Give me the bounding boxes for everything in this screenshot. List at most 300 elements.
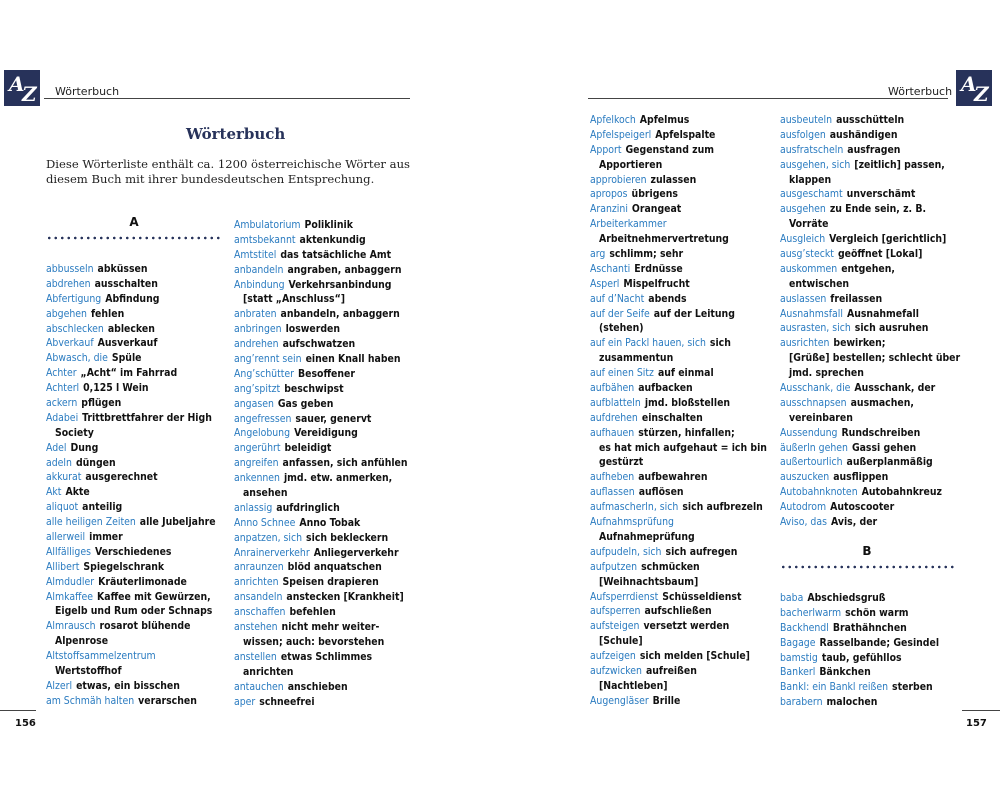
- entry-translation: Besoffener: [298, 367, 355, 380]
- entry-translation: aufbacken: [638, 382, 693, 395]
- entry-translation: Anno Tobak: [299, 516, 361, 529]
- glossary-entry: [590, 187, 776, 202]
- entry-translation: Kräuterlimonade: [98, 575, 187, 588]
- entry-term: barabern: [780, 696, 823, 709]
- glossary-entry: [234, 426, 414, 441]
- running-header-left: Wörterbuch: [55, 85, 120, 98]
- glossary-entry: [780, 485, 966, 500]
- glossary-entry: [780, 202, 966, 217]
- entry-translation: Gassi gehen: [851, 441, 917, 454]
- entry-term: ausgehen, sich: [780, 158, 851, 171]
- glossary-entry: [590, 664, 776, 679]
- entry-translation: etwas, ein bisschen: [76, 679, 180, 692]
- glossary-entry: [234, 501, 414, 516]
- entry-translation: Brathähnchen: [832, 621, 907, 634]
- entry-translation: Trittbrettfahrer der High: [82, 411, 212, 424]
- entry-term: auszucken: [780, 471, 830, 484]
- entry-translation: taub, gefühllos: [821, 651, 902, 664]
- entry-translation: Vorräte: [789, 218, 829, 231]
- glossary-entry-continuation: [590, 679, 776, 694]
- entry-translation: [Grüße] bestellen; schlecht über: [789, 352, 961, 365]
- glossary-entry: [46, 307, 226, 322]
- glossary-entry: [46, 470, 226, 485]
- entry-translation: sich ausruhen: [854, 322, 929, 335]
- entry-translation: Bänkchen: [819, 666, 871, 679]
- glossary-entry: [780, 606, 966, 621]
- glossary-entry: [234, 546, 414, 561]
- glossary-entry: [46, 277, 226, 292]
- glossary-column-3: [590, 113, 776, 709]
- entry-translation: Vereidigung: [294, 427, 358, 440]
- glossary-entry-continuation: [46, 426, 226, 441]
- glossary-entry: [780, 621, 966, 636]
- glossary-entry: [590, 247, 776, 262]
- entry-term: Aviso, das: [780, 516, 827, 529]
- glossary-entry-continuation: [590, 351, 776, 366]
- entry-translation: Gas geben: [277, 397, 334, 410]
- entry-translation: blöd anquatschen: [287, 561, 382, 574]
- glossary-entry-continuation: [234, 486, 414, 501]
- entry-term: Ausschank, die: [780, 382, 851, 395]
- letter-heading-b: B: [862, 544, 872, 558]
- entry-translation: zulassen: [650, 173, 697, 186]
- entry-term: abdrehen: [46, 277, 91, 290]
- entry-translation: Wertstoffhof: [55, 665, 122, 678]
- entry-translation: zu Ende sein, z. B.: [829, 203, 926, 216]
- glossary-entry: [590, 217, 776, 232]
- entry-translation: Ausnahmefall: [846, 307, 919, 320]
- glossary-entry-continuation: [590, 158, 776, 173]
- glossary-entry: [780, 636, 966, 651]
- dotted-divider-a: [46, 236, 222, 240]
- entry-term: Bankl: ein Bankl reißen: [780, 681, 889, 694]
- glossary-entry: [780, 307, 966, 322]
- entry-translation: ansehen: [243, 487, 288, 500]
- glossary-entry-continuation: [780, 411, 966, 426]
- glossary-entry: [46, 649, 226, 664]
- entry-translation: aufschwatzen: [282, 338, 356, 351]
- entry-translation: Dung: [70, 441, 99, 454]
- entry-translation: Spiegelschrank: [83, 560, 165, 573]
- entry-translation: ausfragen: [847, 143, 901, 156]
- entry-term: Adabei: [46, 411, 79, 424]
- entry-translation: ausschütteln: [836, 114, 905, 126]
- glossary-entry-continuation: [590, 232, 776, 247]
- glossary-entry: [780, 470, 966, 485]
- glossary-entry-continuation: [780, 173, 966, 188]
- entry-term: Apport: [590, 143, 622, 156]
- entry-term: aufmascherln, sich: [590, 501, 679, 514]
- glossary-entry: [234, 233, 414, 248]
- entry-term: Altstoffsammelzentrum: [46, 650, 156, 663]
- glossary-column-1: [46, 262, 226, 709]
- glossary-entry: [780, 441, 966, 456]
- entry-term: ang’rennt sein: [234, 353, 302, 366]
- entry-term: Arbeiterkammer: [590, 218, 667, 231]
- glossary-entry: [46, 262, 226, 277]
- entry-translation: fehlen: [90, 307, 125, 320]
- entry-term: aufzeigen: [590, 650, 636, 663]
- entry-translation: [Nachtleben]: [599, 679, 668, 692]
- entry-term: Akt: [46, 486, 62, 499]
- glossary-entry-continuation: [780, 217, 966, 232]
- entry-term: Apfelkoch: [590, 114, 636, 126]
- glossary-entry: [590, 262, 776, 277]
- glossary-entry: [780, 128, 966, 143]
- letter-heading-a: A: [129, 215, 139, 229]
- entry-term: ausschnapsen: [780, 396, 847, 409]
- entry-term: alle heiligen Zeiten: [46, 516, 136, 529]
- glossary-entry-continuation: [234, 665, 414, 680]
- entry-term: aufbähen: [590, 382, 635, 395]
- entry-translation: entgehen,: [841, 262, 895, 275]
- entry-term: aufblatteln: [590, 396, 641, 409]
- entry-term: Almkaffee: [46, 590, 94, 603]
- entry-translation: auf der Leitung: [653, 307, 735, 320]
- az-logo-z-right: Z: [974, 82, 989, 106]
- entry-translation: pflügen: [81, 397, 122, 410]
- entry-translation: verarschen: [138, 694, 197, 707]
- entry-term: bacherlwarm: [780, 606, 842, 619]
- entry-translation: Anliegerverkehr: [313, 546, 399, 559]
- entry-translation: „Acht“ im Fahrrad: [80, 367, 178, 380]
- entry-translation: (stehen): [599, 322, 644, 335]
- entry-translation: zusammentun: [599, 352, 674, 365]
- entry-translation: rosarot blühende: [99, 620, 191, 633]
- entry-translation: stürzen, hinfallen;: [638, 426, 735, 439]
- entry-term: ausrasten, sich: [780, 322, 851, 335]
- glossary-entry: [780, 158, 966, 173]
- entry-translation: sich bekleckern: [306, 531, 389, 544]
- glossary-entry: [46, 456, 226, 471]
- glossary-entry: [590, 277, 776, 292]
- entry-term: Ausnahmsfall: [780, 307, 843, 320]
- glossary-entry: [780, 651, 966, 666]
- dotted-divider-b: [780, 565, 954, 569]
- running-header-right: Wörterbuch: [888, 85, 953, 98]
- glossary-entry: [234, 397, 414, 412]
- glossary-entry: [46, 545, 226, 560]
- entry-term: Autodrom: [780, 501, 827, 514]
- entry-term: baba: [780, 592, 804, 604]
- az-logo-z: Z: [22, 82, 37, 106]
- footer-rule-left: [0, 710, 36, 711]
- entry-translation: Apfelmus: [639, 114, 690, 126]
- glossary-entry: [780, 665, 966, 680]
- glossary-entry: [234, 471, 414, 486]
- glossary-entry: [590, 515, 776, 530]
- entry-term: auslassen: [780, 292, 827, 305]
- glossary-entry: [234, 218, 414, 233]
- entry-translation: einschalten: [641, 411, 703, 424]
- entry-translation: jmd. bloßstellen: [644, 396, 731, 409]
- entry-translation: aufreißen: [645, 664, 697, 677]
- glossary-entry: [780, 680, 966, 695]
- entry-term: anrichten: [234, 576, 279, 589]
- entry-translation: sauer, genervt: [295, 412, 372, 425]
- glossary-entry: [590, 604, 776, 619]
- glossary-entry: [780, 455, 966, 470]
- entry-term: Alzerl: [46, 679, 73, 692]
- entry-translation: [statt „Anschluss“]: [243, 293, 346, 306]
- glossary-entry-continuation: [46, 634, 226, 649]
- glossary-entry: [780, 381, 966, 396]
- entry-translation: Vergleich [gerichtlich]: [829, 233, 947, 246]
- entry-term: ausgehen: [780, 203, 826, 216]
- entry-term: ang’spitzt: [234, 382, 281, 395]
- entry-translation: ausflippen: [833, 471, 889, 484]
- entry-term: Almrausch: [46, 620, 96, 633]
- entry-translation: das tatsächliche Amt: [280, 248, 392, 261]
- entry-term: Ausgleich: [780, 233, 826, 246]
- entry-translation: Society: [55, 426, 94, 439]
- entry-translation: aufdringlich: [276, 501, 340, 514]
- entry-translation: außerplanmäßig: [846, 456, 933, 469]
- entry-translation: abends: [648, 292, 687, 305]
- entry-translation: Kaffee mit Gewürzen,: [97, 590, 211, 603]
- glossary-entry: [46, 515, 226, 530]
- entry-term: Aranzini: [590, 203, 628, 216]
- glossary-entry: [590, 336, 776, 351]
- entry-term: Adel: [46, 441, 67, 454]
- page-number-right: 157: [966, 718, 987, 729]
- glossary-entry: [46, 396, 226, 411]
- entry-term: Allibert: [46, 560, 80, 573]
- entry-term: Backhendl: [780, 621, 829, 634]
- glossary-entry: [46, 500, 226, 515]
- entry-term: adeln: [46, 456, 72, 469]
- entry-translation: Apfelspalte: [655, 128, 716, 141]
- glossary-entry-continuation: [590, 575, 776, 590]
- glossary-entry-continuation: [590, 455, 776, 470]
- entry-term: Bagage: [780, 636, 816, 649]
- entry-translation: Abschiedsgruß: [807, 592, 886, 604]
- page-title: Wörterbuch: [186, 125, 286, 143]
- glossary-entry: [46, 336, 226, 351]
- footer-rule-right: [962, 710, 1000, 711]
- glossary-column-2: [234, 218, 414, 709]
- glossary-entry: [234, 307, 414, 322]
- entry-term: Ambulatorium: [234, 219, 301, 231]
- entry-translation: anrichten: [243, 665, 294, 678]
- entry-translation: alle Jubeljahre: [139, 516, 216, 529]
- glossary-entry: [234, 337, 414, 352]
- entry-term: Autobahnknoten: [780, 486, 858, 499]
- entry-translation: düngen: [75, 456, 116, 469]
- entry-term: anpatzen, sich: [234, 531, 303, 544]
- glossary-entry: [590, 485, 776, 500]
- entry-term: ausbeuteln: [780, 114, 833, 126]
- glossary-entry: [590, 411, 776, 426]
- entry-term: anraunzen: [234, 561, 284, 574]
- az-logo-a: A: [9, 72, 25, 96]
- entry-translation: versetzt werden: [643, 620, 730, 633]
- glossary-entry: [780, 247, 966, 262]
- entry-translation: ausgerechnet: [85, 471, 158, 484]
- glossary-entry: [234, 575, 414, 590]
- entry-translation: Spüle: [111, 352, 142, 365]
- entry-term: aufpudeln, sich: [590, 545, 662, 558]
- entry-term: Aschanti: [590, 262, 631, 275]
- entry-term: Aufnahmsprüfung: [590, 516, 674, 529]
- entry-term: allerweil: [46, 531, 86, 544]
- entry-translation: 0,125 l Wein: [83, 382, 149, 395]
- glossary-entry: [590, 292, 776, 307]
- entry-term: Abfertigung: [46, 292, 102, 305]
- entry-translation: immer: [89, 531, 123, 544]
- entry-term: akkurat: [46, 471, 82, 484]
- entry-translation: Erdnüsse: [634, 262, 683, 275]
- entry-translation: Akte: [65, 486, 90, 499]
- entry-term: aper: [234, 695, 256, 708]
- entry-translation: klappen: [789, 173, 832, 186]
- entry-translation: freilassen: [830, 292, 883, 305]
- entry-translation: aufbewahren: [638, 471, 708, 484]
- entry-term: Amtstitel: [234, 248, 277, 261]
- glossary-entry: [780, 232, 966, 247]
- entry-term: bamstig: [780, 651, 818, 664]
- entry-translation: sterben: [892, 681, 933, 694]
- glossary-entry: [234, 412, 414, 427]
- entry-term: Anbindung: [234, 278, 285, 291]
- entry-term: am Schmäh halten: [46, 694, 135, 707]
- entry-translation: anschieben: [287, 680, 348, 693]
- glossary-entry: [590, 470, 776, 485]
- entry-term: auf einen Sitz: [590, 367, 654, 380]
- glossary-entry: [234, 590, 414, 605]
- entry-term: ackern: [46, 397, 78, 410]
- entry-term: Achterl: [46, 382, 80, 395]
- glossary-entry: [590, 545, 776, 560]
- entry-term: äußerln gehen: [780, 441, 848, 454]
- entry-term: abbusseln: [46, 263, 94, 275]
- entry-term: anstellen: [234, 650, 277, 663]
- entry-translation: beleidigt: [284, 442, 332, 455]
- glossary-entry: [590, 619, 776, 634]
- glossary-entry: [780, 336, 966, 351]
- glossary-entry: [780, 262, 966, 277]
- entry-translation: [Weihnachtsbaum]: [599, 575, 699, 588]
- entry-translation: schön warm: [845, 606, 909, 619]
- glossary-entry: [46, 694, 226, 709]
- entry-translation: anstecken [Krankheit]: [286, 591, 404, 604]
- entry-term: andrehen: [234, 338, 279, 351]
- entry-translation: Avis, der: [830, 516, 878, 529]
- glossary-entry: [590, 649, 776, 664]
- entry-term: angefressen: [234, 412, 292, 425]
- entry-term: anbringen: [234, 323, 282, 336]
- entry-translation: Schüsseldienst: [662, 590, 742, 603]
- glossary-entry: [234, 456, 414, 471]
- glossary-entry: [46, 530, 226, 545]
- glossary-entry: [780, 187, 966, 202]
- entry-term: ausg’steckt: [780, 248, 834, 261]
- entry-term: auflassen: [590, 486, 635, 499]
- entry-translation: Autobahnkreuz: [861, 486, 942, 499]
- entry-translation: vereinbaren: [789, 411, 853, 424]
- entry-term: aliquot: [46, 501, 79, 514]
- entry-translation: Orangeat: [631, 203, 682, 216]
- glossary-entry-continuation: [234, 635, 414, 650]
- entry-term: anlassig: [234, 501, 273, 514]
- entry-term: antauchen: [234, 680, 284, 693]
- glossary-entry: [780, 695, 966, 710]
- glossary-entry-continuation: [590, 634, 776, 649]
- entry-translation: Autoscooter: [830, 501, 895, 514]
- entry-term: Augengläser: [590, 694, 649, 707]
- entry-term: aufhauen: [590, 426, 635, 439]
- glossary-entry: [46, 590, 226, 605]
- entry-translation: malochen: [826, 696, 878, 709]
- entry-translation: aufschließen: [644, 605, 712, 618]
- glossary-entry-continuation: [590, 441, 776, 456]
- entry-term: angerührt: [234, 442, 281, 455]
- entry-term: abschlecken: [46, 322, 104, 335]
- entry-translation: Aufnahmeprüfung: [599, 530, 695, 543]
- entry-translation: Abfindung: [105, 292, 160, 305]
- entry-term: aufsperren: [590, 605, 641, 618]
- glossary-entry: [590, 143, 776, 158]
- glossary-entry: [590, 128, 776, 143]
- entry-translation: etwas Schlimmes: [280, 650, 373, 663]
- glossary-entry: [46, 381, 226, 396]
- entry-translation: schmücken: [641, 560, 700, 573]
- entry-translation: anteilig: [82, 501, 123, 514]
- entry-translation: Speisen drapieren: [282, 576, 379, 589]
- glossary-entry: [590, 694, 776, 709]
- entry-term: Apfelspeigerl: [590, 128, 652, 141]
- entry-term: abgehen: [46, 307, 87, 320]
- entry-translation: beschwipst: [284, 382, 344, 395]
- glossary-entry: [590, 500, 776, 515]
- entry-translation: auf einmal: [657, 367, 714, 380]
- entry-term: Anrainerverkehr: [234, 546, 310, 559]
- entry-term: Asperl: [590, 277, 620, 290]
- glossary-entry: [46, 619, 226, 634]
- glossary-entry: [590, 381, 776, 396]
- glossary-entry: [590, 113, 776, 128]
- glossary-entry: [46, 485, 226, 500]
- entry-term: amtsbekannt: [234, 233, 296, 246]
- glossary-entry: [590, 560, 776, 575]
- entry-translation: Brille: [652, 694, 681, 707]
- glossary-entry-continuation: [234, 292, 414, 307]
- entry-translation: Ausschank, der: [854, 382, 936, 395]
- entry-term: Aussendung: [780, 426, 838, 439]
- entry-translation: Alpenrose: [55, 635, 109, 648]
- az-logo-icon-right: [956, 70, 992, 106]
- glossary-entry: [590, 173, 776, 188]
- glossary-entry: [234, 650, 414, 665]
- intro-paragraph: Diese Wörterliste enthält ca. 1200 österreichische Wörter aus diesem Buch mit ihrer bundesdeutschen Entsprechung.: [46, 157, 410, 186]
- entry-translation: wissen; auch: bevorstehen: [243, 635, 385, 648]
- glossary-entry: [234, 560, 414, 575]
- entry-translation: sich aufregen: [665, 545, 738, 558]
- entry-term: Abverkauf: [46, 337, 94, 350]
- entry-term: auf der Seife: [590, 307, 650, 320]
- glossary-entry-continuation: [780, 351, 966, 366]
- entry-term: ausfratscheln: [780, 143, 844, 156]
- glossary-entry: [46, 441, 226, 456]
- entry-translation: Rasselbande; Gesindel: [819, 636, 940, 649]
- entry-term: angreifen: [234, 457, 279, 470]
- entry-translation: jmd. etw. anmerken,: [283, 472, 393, 485]
- glossary-entry: [46, 366, 226, 381]
- entry-translation: [Schule]: [599, 635, 643, 648]
- glossary-entry: [780, 500, 966, 515]
- glossary-entry: [780, 143, 966, 158]
- entry-translation: einen Knall haben: [305, 353, 401, 366]
